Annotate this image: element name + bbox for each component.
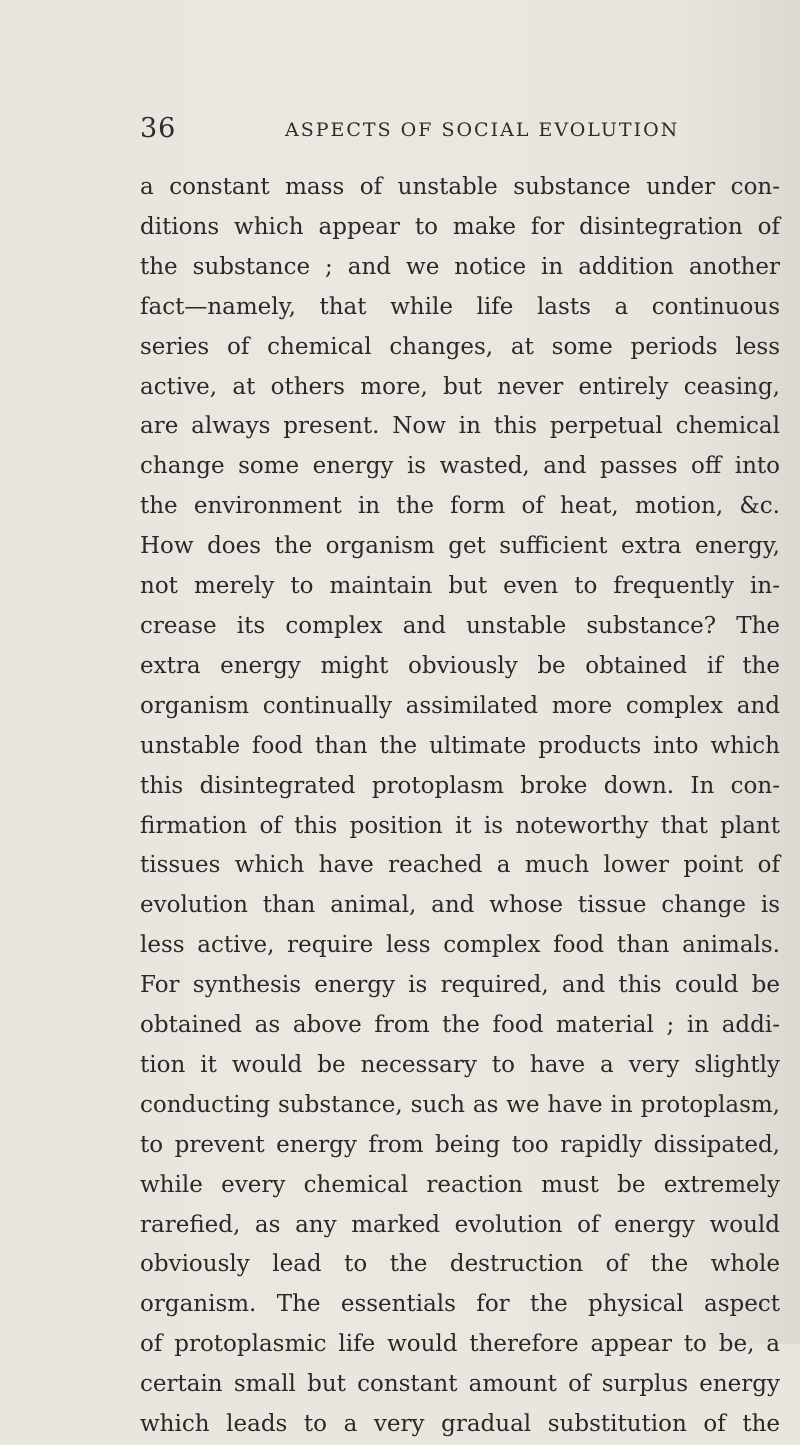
text-line: For synthesis energy is required, and this could be <box>140 972 780 999</box>
text-line: obtained as above from the food material ; in addi- <box>140 1012 780 1039</box>
text-line: the substance ; and we notice in addition another <box>140 253 780 280</box>
text-line: crease its complex and unstable substance? The <box>140 612 780 639</box>
body-paragraph <box>140 168 780 1445</box>
text-line: fact—namely, that while life lasts a continuous <box>140 293 780 320</box>
text-line: a constant mass of unstable substance under con- <box>140 174 780 200</box>
text-line: obviously lead to the destruction of the whole <box>140 1251 780 1278</box>
text-line: firmation of this position it is noteworthy that plant <box>140 812 780 839</box>
text-line: while every chemical reaction must be extremely <box>140 1171 780 1198</box>
text-line: this disintegrated protoplasm broke down. In con- <box>140 772 780 799</box>
running-head: ASPECTS OF SOCIAL EVOLUTION <box>285 119 680 141</box>
text-line: unstable food than the ultimate products into which <box>140 732 780 759</box>
text-line: of protoplasmic life would therefore appear to be, a <box>140 1331 780 1358</box>
text-line: organism continually assimilated more complex and <box>140 692 780 719</box>
text-line: evolution than animal, and whose tissue change is <box>140 892 780 919</box>
text-line: certain small but constant amount of surplus energy <box>140 1371 780 1398</box>
text-line: tissues which have reached a much lower point of <box>140 852 780 879</box>
text-line: to prevent energy from being too rapidly dissipated, <box>140 1131 780 1158</box>
text-line: How does the organism get sufficient extra energy, <box>140 533 780 560</box>
text-line: tion it would be necessary to have a very slightly <box>140 1051 780 1078</box>
text-line: organism. The essentials for the physical aspect <box>140 1291 780 1318</box>
text-line: which leads to a very gradual substitution of the <box>140 1411 780 1438</box>
text-line: less active, require less complex food than animals. <box>140 932 780 959</box>
text-line: are always present. Now in this perpetual chemical <box>140 413 780 440</box>
text-line: not merely to maintain but even to frequently in- <box>140 573 780 600</box>
text-line: rarefied, as any marked evolution of energy would <box>140 1211 780 1238</box>
text-line: change some energy is wasted, and passes off into <box>140 453 780 480</box>
page-number: 36 <box>140 113 177 144</box>
text-line: active, at others more, but never entirely ceasing, <box>140 373 780 400</box>
text-line: ditions which appear to make for disintegration of <box>140 213 780 240</box>
text-line: extra energy might obviously be obtained if the <box>140 652 780 679</box>
text-line: series of chemical changes, at some periods less <box>140 333 780 360</box>
text-line: the environment in the form of heat, motion, &c. <box>140 493 780 520</box>
page-header <box>140 113 700 149</box>
text-line: conducting substance, such as we have in protoplasm, <box>140 1091 780 1118</box>
